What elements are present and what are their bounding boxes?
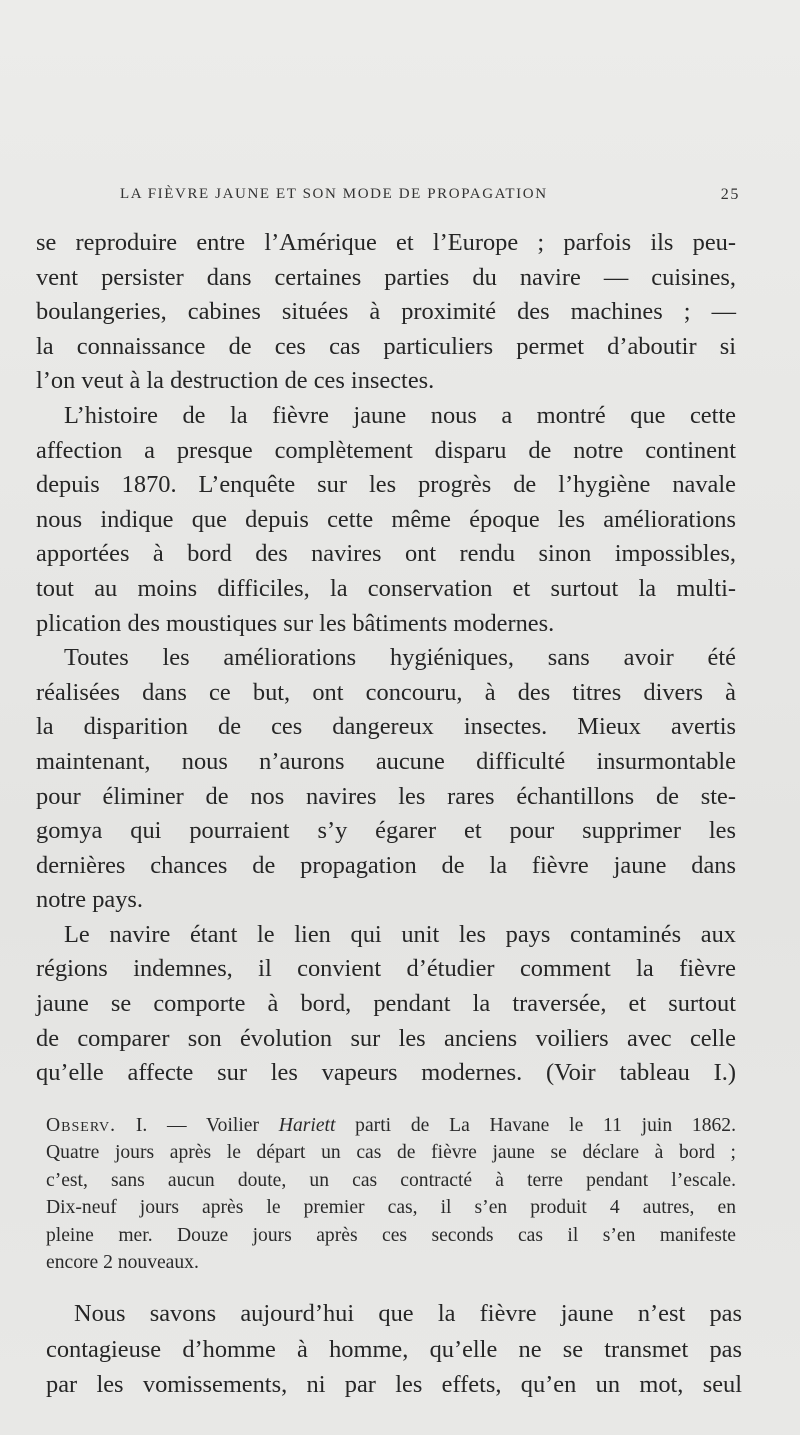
text-line: dernières chances de propagation de la fièvre jaune dans xyxy=(36,851,736,879)
text-line: l’on veut à la destruction de ces insectes. xyxy=(36,367,435,395)
text-line: régions indemnes, il convient d’étudier comment la fièvre xyxy=(36,955,736,983)
text-line: affection a presque complètement disparu de notre continent xyxy=(36,436,736,464)
text-line: boulangeries, cabines situées à proximité des machines ; — xyxy=(36,298,736,326)
text-line: notre pays. xyxy=(36,886,144,914)
text-line: Le navire étant le lien qui unit les pays contaminés aux xyxy=(64,920,736,948)
text-line: la disparition de ces dangereux insectes. Mieux avertis xyxy=(36,713,736,741)
main-text xyxy=(36,226,736,1091)
observation-line: Quatre jours après le départ un cas de fièvre jaune se déclare à bord ; xyxy=(46,1142,736,1164)
text-line: contagieuse d’homme à homme, qu’elle ne se transmet pas xyxy=(46,1335,742,1363)
running-head xyxy=(120,186,740,210)
observation-note xyxy=(46,1112,736,1276)
text-line: Nous savons aujourd’hui que la fièvre jaune n’est pas xyxy=(74,1300,742,1327)
observation-line: Dix-neuf jours après le premier cas, il s’en produit 4 autres, en xyxy=(46,1197,736,1219)
text-line: réalisées dans ce but, ont concouru, à des titres divers à xyxy=(36,678,736,706)
text-line: Toutes les améliorations hygiéniques, sans avoir été xyxy=(64,644,736,672)
text-line: vent persister dans certaines parties du navire — cuisines, xyxy=(36,263,736,291)
text-line: tout au moins difficiles, la conservation et surtout la multi- xyxy=(36,574,736,602)
observation-text: Voilier xyxy=(206,1115,260,1136)
observation-line: pleine mer. Douze jours après ces seconds cas il s’en manifeste xyxy=(46,1224,736,1246)
text-line: qu’elle affecte sur les vapeurs modernes. (Voir tableau I.) xyxy=(36,1059,736,1087)
text-line: apportées à bord des navires ont rendu sinon impossibles, xyxy=(36,540,736,568)
text-line: L’histoire de la fièvre jaune nous a montré que cette xyxy=(64,401,736,429)
observation-label: Observ. xyxy=(46,1115,117,1136)
text-line: gomya qui pourraient s’y égarer et pour supprimer les xyxy=(36,817,736,845)
text-line: nous indique que depuis cette même époque les améliorations xyxy=(36,505,736,533)
text-line: se reproduire entre l’Amérique et l’Europe ; parfois ils peu- xyxy=(36,229,736,256)
text-line: par les vomissements, ni par les effets, qu’en un mot, seul xyxy=(46,1371,742,1398)
observation-line: c’est, sans aucun doute, un cas contracté à terre pendant l’escale. xyxy=(46,1169,736,1191)
running-title: LA FIÈVRE JAUNE ET SON MODE DE PROPAGATION xyxy=(120,186,548,202)
text-line: pour éliminer de nos navires les rares échantillons de ste- xyxy=(36,782,736,810)
text-line: de comparer son évolution sur les anciens voiliers avec celle xyxy=(36,1024,736,1052)
ship-name: Hariett xyxy=(278,1115,336,1136)
observation-text: parti de La Havane le 11 juin 1862. xyxy=(355,1115,736,1136)
text-line: depuis 1870. L’enquête sur les progrès de l’hygiène navale xyxy=(36,471,736,499)
text-line: plication des moustiques sur les bâtiments modernes. xyxy=(36,609,555,637)
observation-number: I. — xyxy=(135,1115,187,1136)
text-line: maintenant, nous n’aurons aucune difficulté insurmontable xyxy=(36,747,736,775)
closing-text xyxy=(46,1296,742,1403)
text-line: la connaissance de ces cas particuliers permet d’aboutir si xyxy=(36,332,736,360)
observation-line: encore 2 nouveaux. xyxy=(46,1251,199,1273)
text-line: jaune se comporte à bord, pendant la traversée, et surtout xyxy=(36,990,736,1018)
page-number: 25 xyxy=(720,186,740,203)
observation-first-line xyxy=(46,1112,736,1139)
